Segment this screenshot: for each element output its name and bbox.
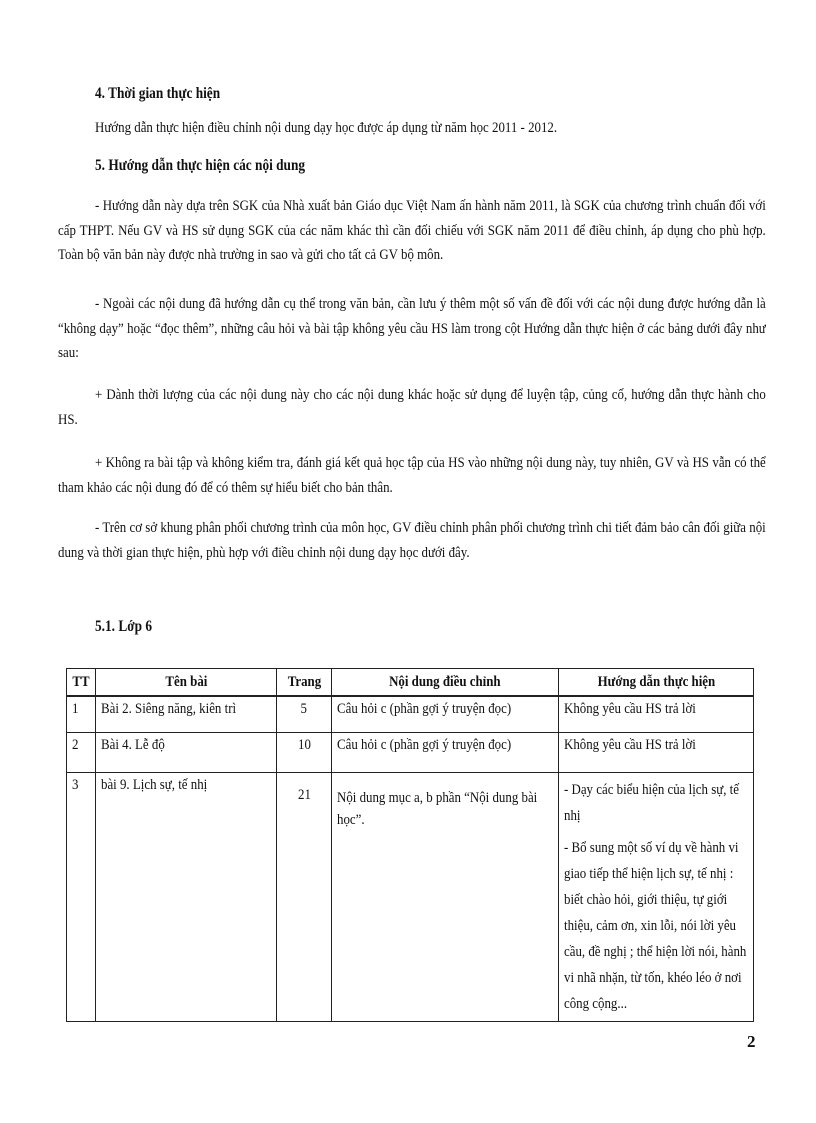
paragraph-time-allocation: + Dành thời lượng của các nội dung này cho các nội dung khác hoặc sử dụng để luyện tập, củng cố, hướng dẫn thực hành cho HS. [58,387,766,428]
guide-item: - Dạy các biểu hiện của lịch sự, tế nhị [564,781,739,824]
cell-content: Câu hỏi c (phần gợi ý truyện đọc) [332,696,559,732]
paragraph-program-distribution: - Trên cơ sở khung phân phối chương trình của môn học, GV điều chỉnh phân phối chương trình chi tiết đảm bảo cân đối giữa nội dung và thời gian thực hiện, phù hợp với điều chỉnh nội dung dạy học dưới đây. [58,520,766,561]
cell-guide: Không yêu cầu HS trả lời [559,732,754,772]
cell-guide: Không yêu cầu HS trả lời [559,696,754,732]
guide-item: - Bổ sung một số ví dụ về hành vi giao tiếp thể hiện lịch sự, tế nhị : biết chào hỏi, giới thiệu, tự giới thiệu, cảm ơn, xin lỗi, nói lời yêu cầu, đề nghị ; thể hiện lời nói, hành vi nhã nhặn, từ tốn, khéo léo ở nơi công cộng... [564,839,747,1012]
cell-guide [559,772,754,1021]
header-guide: Hướng dẫn thực hiện [559,669,754,697]
table-row [67,732,754,772]
cell-content: Câu hỏi c (phần gợi ý truyện đọc) [332,732,559,772]
section-4-text: Hướng dẫn thực hiện điều chỉnh nội dung dạy học được áp dụng từ năm học 2011 - 2012. [95,120,558,136]
cell-page: 21 [277,772,332,1021]
cell-lesson: Bài 4. Lễ độ [96,732,277,772]
section-5-heading: 5. Hướng dẫn thực hiện các nội dung [95,157,306,174]
header-tt: TT [67,669,96,697]
paragraph-sgk-basis: - Hướng dẫn này dựa trên SGK của Nhà xuất bản Giáo dục Việt Nam ấn hành năm 2011, là SGK của chương trình chuẩn đối với cấp THPT. Nếu GV và HS sử dụng SGK của các năm khác thì cần đối chiếu với SGK năm 2011 để điều chỉnh, áp dụng cho phù hợp. Toàn bộ văn bản này được nhà trường in sao và gửi cho tất cả GV bộ môn. [58,198,766,263]
header-page: Trang [277,669,332,697]
adjustment-table [66,668,754,1022]
table-header-row [67,669,754,697]
cell-lesson: bài 9. Lịch sự, tế nhị [96,772,277,1021]
cell-tt: 3 [67,772,96,1021]
cell-lesson: Bài 2. Siêng năng, kiên trì [96,696,277,732]
paragraph-no-assessment: + Không ra bài tập và không kiểm tra, đánh giá kết quả học tập của HS vào những nội dung này, tuy nhiên, GV và HS vẫn có thể tham khảo các nội dung đó để có thêm sự hiểu biết cho bản thân. [58,455,766,496]
table-row [67,696,754,732]
header-content: Nội dung điều chỉnh [332,669,559,697]
cell-page: 10 [277,732,332,772]
page-number: 2 [747,1032,756,1051]
cell-tt: 1 [67,696,96,732]
paragraph-not-taught-notes: - Ngoài các nội dung đã hướng dẫn cụ thể trong văn bản, cần lưu ý thêm một số vấn đề đối với các nội dung được hướng dẫn là “không dạy” hoặc “đọc thêm”, những câu hỏi và bài tập không yêu cầu HS làm trong cột Hướng dẫn thực hiện ở các bảng dưới đây như sau: [58,296,766,361]
cell-content: Nội dung mục a, b phần “Nội dung bài học”. [332,772,559,1021]
section-4-heading: 4. Thời gian thực hiện [95,85,221,102]
header-lesson: Tên bài [96,669,277,697]
table-row [67,772,754,1021]
cell-page: 5 [277,696,332,732]
section-5-1-heading: 5.1. Lớp 6 [95,618,153,635]
cell-tt: 2 [67,732,96,772]
